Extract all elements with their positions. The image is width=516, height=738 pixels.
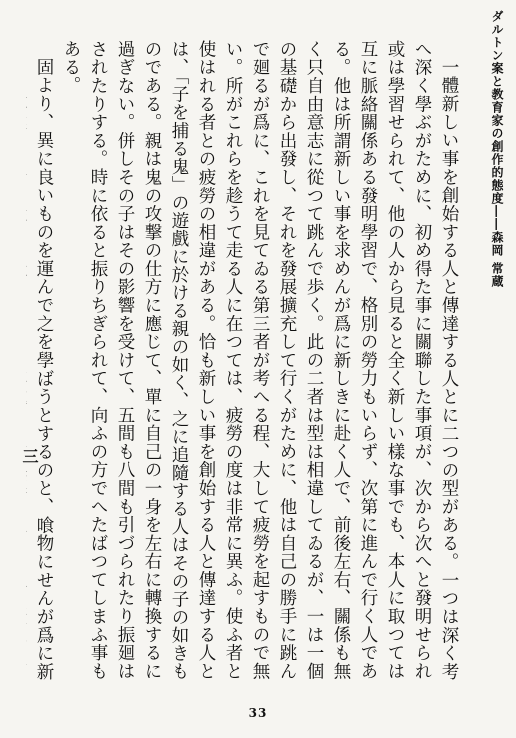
running-header: ダルトン案と教育家の創作的態度――森岡 常蔵	[490, 10, 504, 289]
body-text	[26, 40, 462, 680]
paragraph: 一體新しい事を創始する人と傳達する人とに二つの型がある。一つは深く考へ深く學ぶがために、初め得た事に關聯した事項が、次から次へと發明せられ或は學習せられて、他の人から見ると全く新しい樣な事でも、本人に取つては互に脈絡關係ある發明學習で、格別の勞力もいらず、次第に進んで行く人である。他は所謂新しい事を求めんが爲に新しきに赴く人で、前後左右、關係も無く只自由意志に從つて跳んで歩く。此の二者は型は相違してゐるが、一は一個の基礎から出發し、それを發展擴充して行くがために、他は自己の勝手に跳んで廻るが爲に、これを見てゐる第三者が考へる程、大して疲勞を起すもので無い。所がこれらを趁うて走る人に在つては、疲勞の度は非常に異ふ。使ふ者と使はれる者との疲勞の相違がある。恰も新しい事を創始する人と傳達する人とは、「子を捕る鬼」の遊戲に於ける親の如く、之に追隨する人はその子の如きものである。親は鬼の攻撃の仕方に應じて、單に自己の一身を左右に轉換するに過ぎない。併しその子はその影響を受けて、五間も八間も引づられたり振廻はされたりする。時に依ると振りちぎられて、向ふの方でへたばつてしまふ事もある。	[61, 40, 459, 680]
section-marker: 三	[20, 448, 39, 464]
paragraph: 固より、異に良いものを運んで之を學ばうとするのと、喰物にせんが爲に新	[34, 57, 54, 680]
page-number: 33	[248, 706, 268, 720]
